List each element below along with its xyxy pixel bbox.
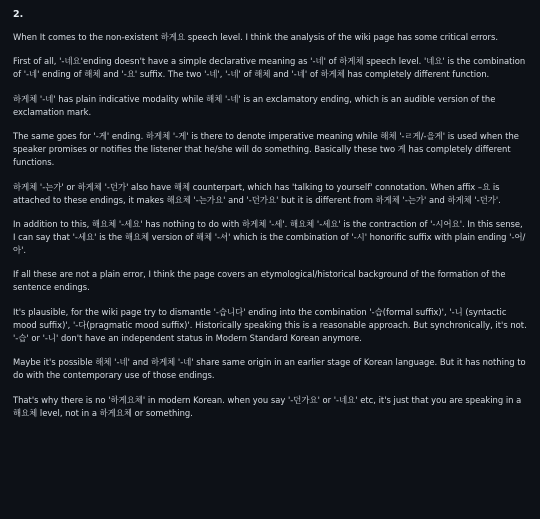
paragraph-5: 하게체 '-는가' or 하게체 '-던가' also have 해체 counterpart, which has 'talking to yourself' connotation. When affix –요 is attached to these endings, it makes 해요체 '-는가요' and '-던가요' but it is different from 하게체 '-는가' and 하게체 '-던가'. bbox=[13, 181, 501, 205]
paragraph-2: First of all, '-네요'ending doesn't have a simple declarative meaning as '-네' of 하게체 speech level. '네요' is the combination of '-네' ending of 해체 and '-요' suffix. The two '-네', '-네' of 해체 and '-네' of 하게체 has completely different function. bbox=[13, 56, 526, 80]
paragraph-8: It's plausible, for the wiki page try to dismantle '-습니다' ending into the combination '-습(formal suffix)', '-니 (syntactic mood suffix)', '-다(pragmatic mood suffix)'. Historically speaking this is a reasonable approach. But synchronically, it's not. '-습' or '-니' don't have an independent status in Modern Standard Korean anymore. bbox=[13, 306, 527, 343]
paragraph-6: In addition to this, 해요체 '-세요' has nothing to do with 하게체 '-세'. 해요체 '-세요' is the contraction of '-시어요'. In this sense, I can say that '-세요' is the 해요체 version of 해체 '-셔' which is the combination of '-시' honorific suffix with plain ending '-어/아'. bbox=[13, 218, 526, 256]
paragraph-7: If all these are not a plain error, I think the page covers an etymological/historical background of the formation of the sentence endings. bbox=[13, 269, 506, 293]
section-heading: 2. bbox=[13, 9, 24, 20]
paragraph-1: When It comes to the non-existent 하게요 speech level. I think the analysis of the wiki page has some critical errors. bbox=[13, 32, 499, 42]
paragraph-4: The same goes for '-게' ending. 하게체 '-게' is there to denote imperative meaning while 해체 '-ㄹ게/-을게' is used when the speaker promises or notifies the listener that he/she will do something. Basically these two 게 has completely different functions. bbox=[13, 131, 519, 168]
paragraph-10: That's why there is no '하게요체' in modern Korean. when you say '-던가요' or '-네요' etc, it's just that you are speaking in a 해요체 level, not in a 하게요체 or something. bbox=[13, 394, 522, 418]
paragraph-9: Maybe it's possible 해체 '-네' and 하게체 '-네' share same origin in an earlier stage of Korean language. But it has nothing to do with the contemporary use of those endings. bbox=[13, 357, 526, 381]
paragraph-3: 하게체 '-네' has plain indicative modality while 해체 '-네' is an exclamatory ending, which is an audible version of the exclamation mark. bbox=[13, 93, 496, 117]
